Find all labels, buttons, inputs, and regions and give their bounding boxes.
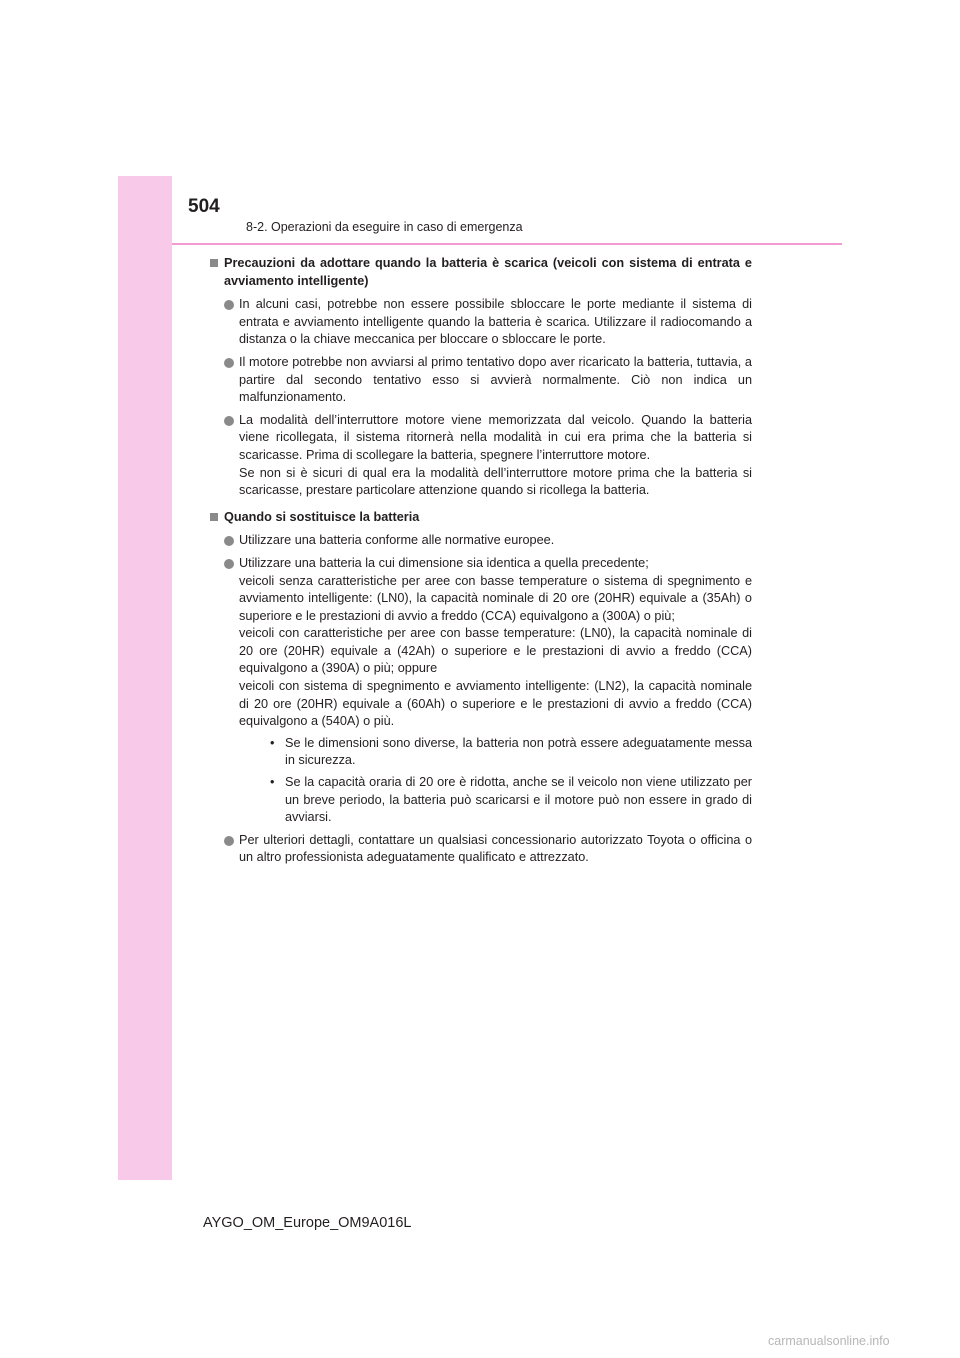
list-item-text: Utilizzare una batteria la cui dimensione sia identica a quella precedente; bbox=[239, 555, 649, 570]
sub-list-item bbox=[239, 774, 752, 827]
list-item-text: In alcuni casi, potrebbe non essere possibile sbloccare le porte mediante il sistema di entrata e avviamento intelligente quando la batteria è scarica. Utilizzare il radiocomando a distanza o la chiave meccanica per bloccare o sbloccare le porte. bbox=[239, 297, 752, 347]
list-item-text: La modalità dell’interruttore motore viene memorizzata dal veicolo. Quando la batteria viene ricollegata, il sistema ritornerà nella modalità in cui era prima che la batteria si scaricasse. Prima di scollegare la batteria, spegnere l’interruttore motore. bbox=[239, 412, 752, 462]
sub-bullet-mark: • bbox=[270, 775, 275, 790]
list-item bbox=[210, 296, 752, 349]
list-item-text: Il motore potrebbe non avviarsi al primo tentativo dopo aver ricaricato la batteria, tuttavia, a partire dal secondo tentativo esso si avvierà normalmente. Ciò non indica un malfunzionamento. bbox=[239, 354, 752, 405]
list-item-text: Per ulteriori dettagli, contattare un qualsiasi concessionario autorizzato Toyota o officina o un altro professionista adeguatamente qualificato e attrezzato. bbox=[239, 832, 752, 865]
square-bullet-icon bbox=[210, 513, 218, 521]
list-item-text: veicoli senza caratteristiche per aree con basse temperature o sistema di spegnimento e avviamento intelligente: (LN0), la capacità nominale di 20 ore (20HR) equivale a (35Ah) o superiore e le prestazioni di avvio a freddo (CCA) equivalgono a (300A) o più; bbox=[239, 573, 752, 623]
sub-bullet-mark: • bbox=[270, 735, 275, 750]
square-bullet-icon bbox=[210, 259, 218, 267]
list-item-text: Utilizzare una batteria conforme alle normative europee. bbox=[239, 533, 555, 548]
heading-text: Precauzioni da adottare quando la batteria è scarica (veicoli con sistema di entrata e avviamento intelligente) bbox=[224, 256, 752, 288]
sub-list-item-text: Se le dimensioni sono diverse, la batteria non potrà essere adeguatamente messa in sicurezza. bbox=[285, 735, 752, 768]
list-item-text: veicoli con sistema di spegnimento e avviamento intelligente: (LN2), la capacità nominale di 20 ore (20HR) equivale a (60Ah) o superiore e le prestazioni di avvio a freddo (CCA) equivalgono a (540A) o più. bbox=[239, 679, 752, 729]
page-content bbox=[210, 255, 752, 872]
circle-bullet-icon bbox=[224, 536, 234, 546]
circle-bullet-icon bbox=[224, 836, 234, 846]
section-heading-battery-replacement bbox=[210, 509, 752, 527]
page-number: 504 bbox=[188, 196, 220, 217]
circle-bullet-icon bbox=[224, 300, 234, 310]
list-item-text: Se non si è sicuri di qual era la modalità dell’interruttore motore prima che la batteria si scaricasse, prestare particolare attenzione quando si ricollega la batteria. bbox=[239, 465, 752, 498]
watermark: carmanualsonline.info bbox=[768, 1334, 890, 1348]
heading-text: Quando si sostituisce la batteria bbox=[224, 509, 420, 524]
sub-list-item-text: Se la capacità oraria di 20 ore è ridotta, anche se il veicolo non viene utilizzato per un breve periodo, la batteria può scaricarsi e il motore può non essere in grado di avviarsi. bbox=[285, 775, 752, 825]
list-item bbox=[210, 832, 752, 867]
circle-bullet-icon bbox=[224, 559, 234, 569]
list-item bbox=[210, 555, 752, 827]
sub-list-item bbox=[239, 735, 752, 770]
list-item-text: veicoli con caratteristiche per aree con basse temperature: (LN0), la capacità nominale di 20 ore (20HR) equivale a (42Ah) o superiore e le prestazioni di avvio a freddo (CCA) equivalgono a (390A) o più; oppure bbox=[239, 626, 752, 676]
section-heading-battery-discharged bbox=[210, 255, 752, 290]
circle-bullet-icon bbox=[224, 358, 234, 368]
list-item bbox=[210, 412, 752, 500]
list-item bbox=[210, 354, 752, 407]
list-item bbox=[210, 532, 752, 550]
section-title: 8-2. Operazioni da eseguire in caso di emergenza bbox=[246, 220, 523, 234]
header-rule bbox=[172, 243, 842, 245]
circle-bullet-icon bbox=[224, 416, 234, 426]
document-code: AYGO_OM_Europe_OM9A016L bbox=[203, 1215, 412, 1231]
side-band bbox=[118, 176, 172, 1180]
